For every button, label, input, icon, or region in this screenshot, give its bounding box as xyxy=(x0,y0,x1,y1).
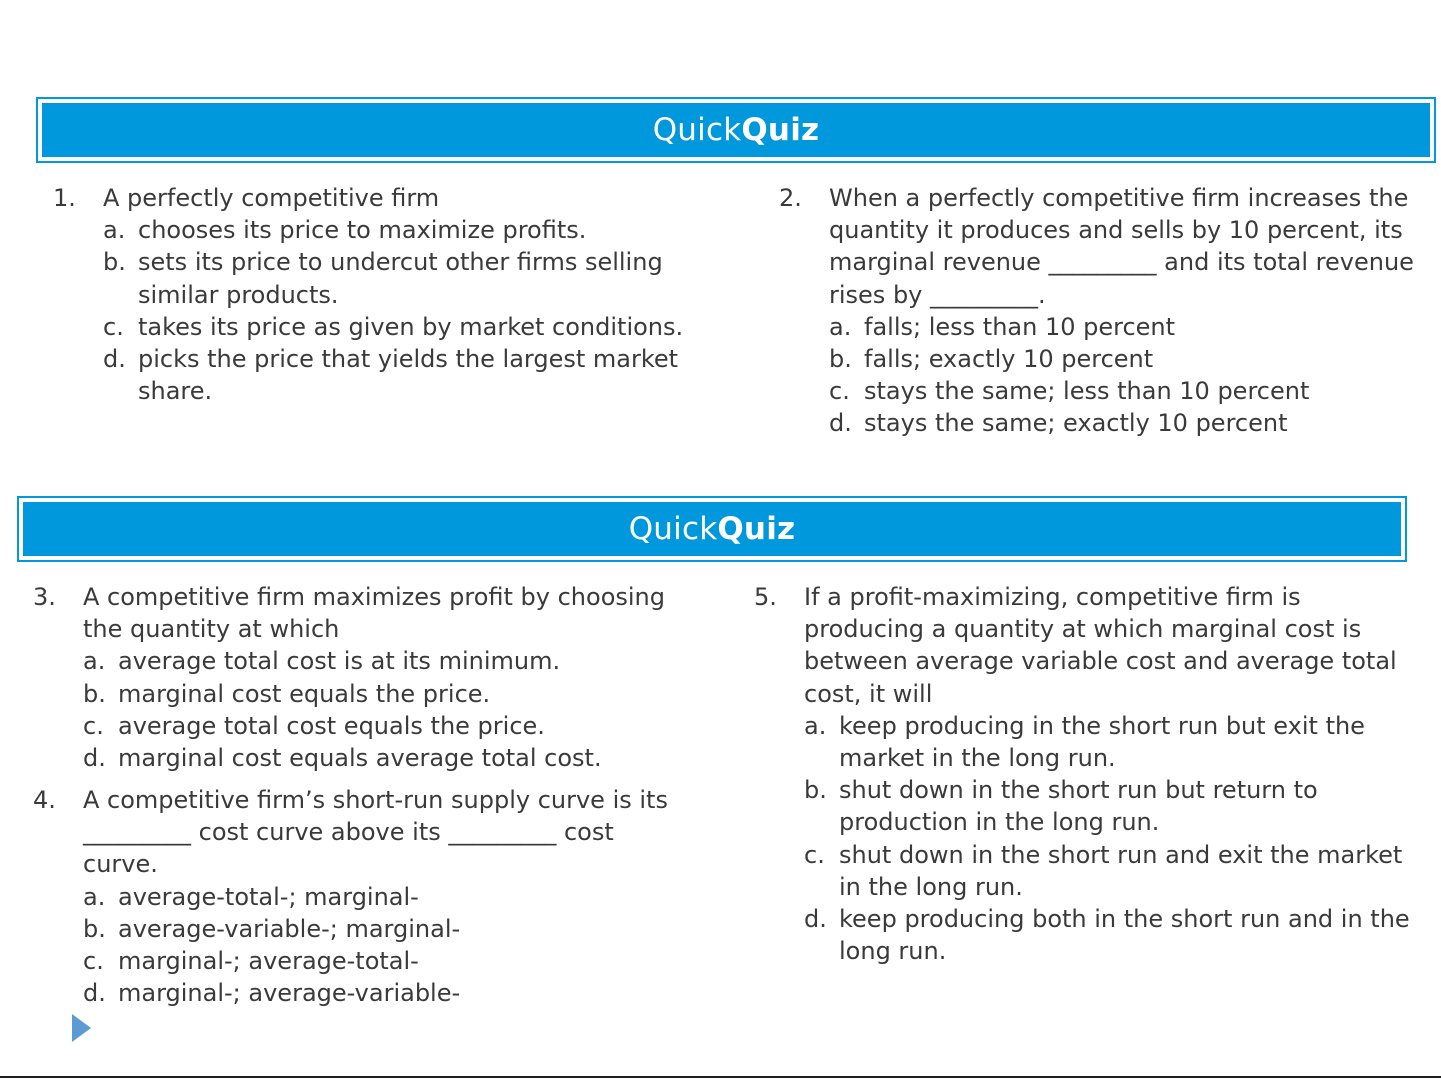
question-number: 2. xyxy=(779,184,802,212)
question-1 xyxy=(53,182,693,407)
question-number: 4. xyxy=(33,786,56,814)
question-stem: A competitive firm maximizes profit by choosing the quantity at which xyxy=(83,583,665,644)
option-b: b. marginal cost equals the price. xyxy=(83,679,491,708)
question-3 xyxy=(33,581,693,774)
quick-quiz-banner-1-title xyxy=(42,103,1430,157)
option-b: b. shut down in the short run but return to production in the long run. xyxy=(804,776,1318,837)
option-list xyxy=(83,881,673,1010)
banner-title-bold: Quiz xyxy=(717,511,796,547)
option-a: a. chooses its price to maximize profits. xyxy=(103,216,587,245)
option-list xyxy=(829,311,1419,440)
question-stem: A competitive firm’s short-run supply curve is its _________ cost curve above its _________ cost curve. xyxy=(83,786,668,879)
option-a: a. average-total-; marginal- xyxy=(83,882,419,911)
option-d: d. marginal-; average-variable- xyxy=(83,979,461,1008)
question-2 xyxy=(779,182,1419,440)
option-b: b. average-variable-; marginal- xyxy=(83,914,461,943)
option-c: c. stays the same; less than 10 percent xyxy=(829,377,1310,406)
option-c: c. marginal-; average-total- xyxy=(83,947,419,976)
banner-title-bold: Quiz xyxy=(741,112,820,148)
bottom-divider xyxy=(0,1076,1441,1078)
question-stem: A perfectly competitive firm xyxy=(103,184,440,212)
play-arrow-icon[interactable] xyxy=(72,1014,91,1042)
option-list xyxy=(83,645,693,774)
question-number: 1. xyxy=(53,184,76,212)
option-b: b. sets its price to undercut other firms selling similar products. xyxy=(103,248,663,309)
option-d: d. marginal cost equals average total cost. xyxy=(83,744,602,773)
quick-quiz-banner-1 xyxy=(36,97,1436,163)
option-d: d. picks the price that yields the largest market share. xyxy=(103,345,679,406)
banner-title-light: Quick xyxy=(628,511,718,547)
question-stem: When a perfectly competitive firm increases the quantity it produces and sells by 10 percent, its marginal revenue _________ and its total revenue rises by _________. xyxy=(829,184,1414,309)
option-c: c. shut down in the short run and exit the market in the long run. xyxy=(804,840,1403,901)
question-5 xyxy=(754,581,1419,967)
option-a: a. keep producing in the short run but exit the market in the long run. xyxy=(804,711,1365,773)
option-a: a. falls; less than 10 percent xyxy=(829,312,1176,341)
question-4 xyxy=(33,784,673,1009)
banner-title-light: Quick xyxy=(652,112,742,148)
option-d: d. stays the same; exactly 10 percent xyxy=(829,409,1288,438)
question-number: 5. xyxy=(754,583,777,611)
quick-quiz-banner-2 xyxy=(17,496,1407,562)
option-d: d. keep producing both in the short run and in the long run. xyxy=(804,905,1410,966)
quick-quiz-banner-2-title xyxy=(23,502,1401,556)
option-list xyxy=(804,710,1419,968)
question-stem: If a profit-maximizing, competitive firm is producing a quantity at which marginal cost is between average variable cost and average total cost, it will xyxy=(804,583,1397,708)
question-number: 3. xyxy=(33,583,56,611)
option-c: c. takes its price as given by market conditions. xyxy=(103,312,684,341)
option-list xyxy=(103,214,693,407)
option-a: a. average total cost is at its minimum. xyxy=(83,647,561,676)
option-b: b. falls; exactly 10 percent xyxy=(829,345,1154,374)
option-c: c. average total cost equals the price. xyxy=(83,711,545,740)
